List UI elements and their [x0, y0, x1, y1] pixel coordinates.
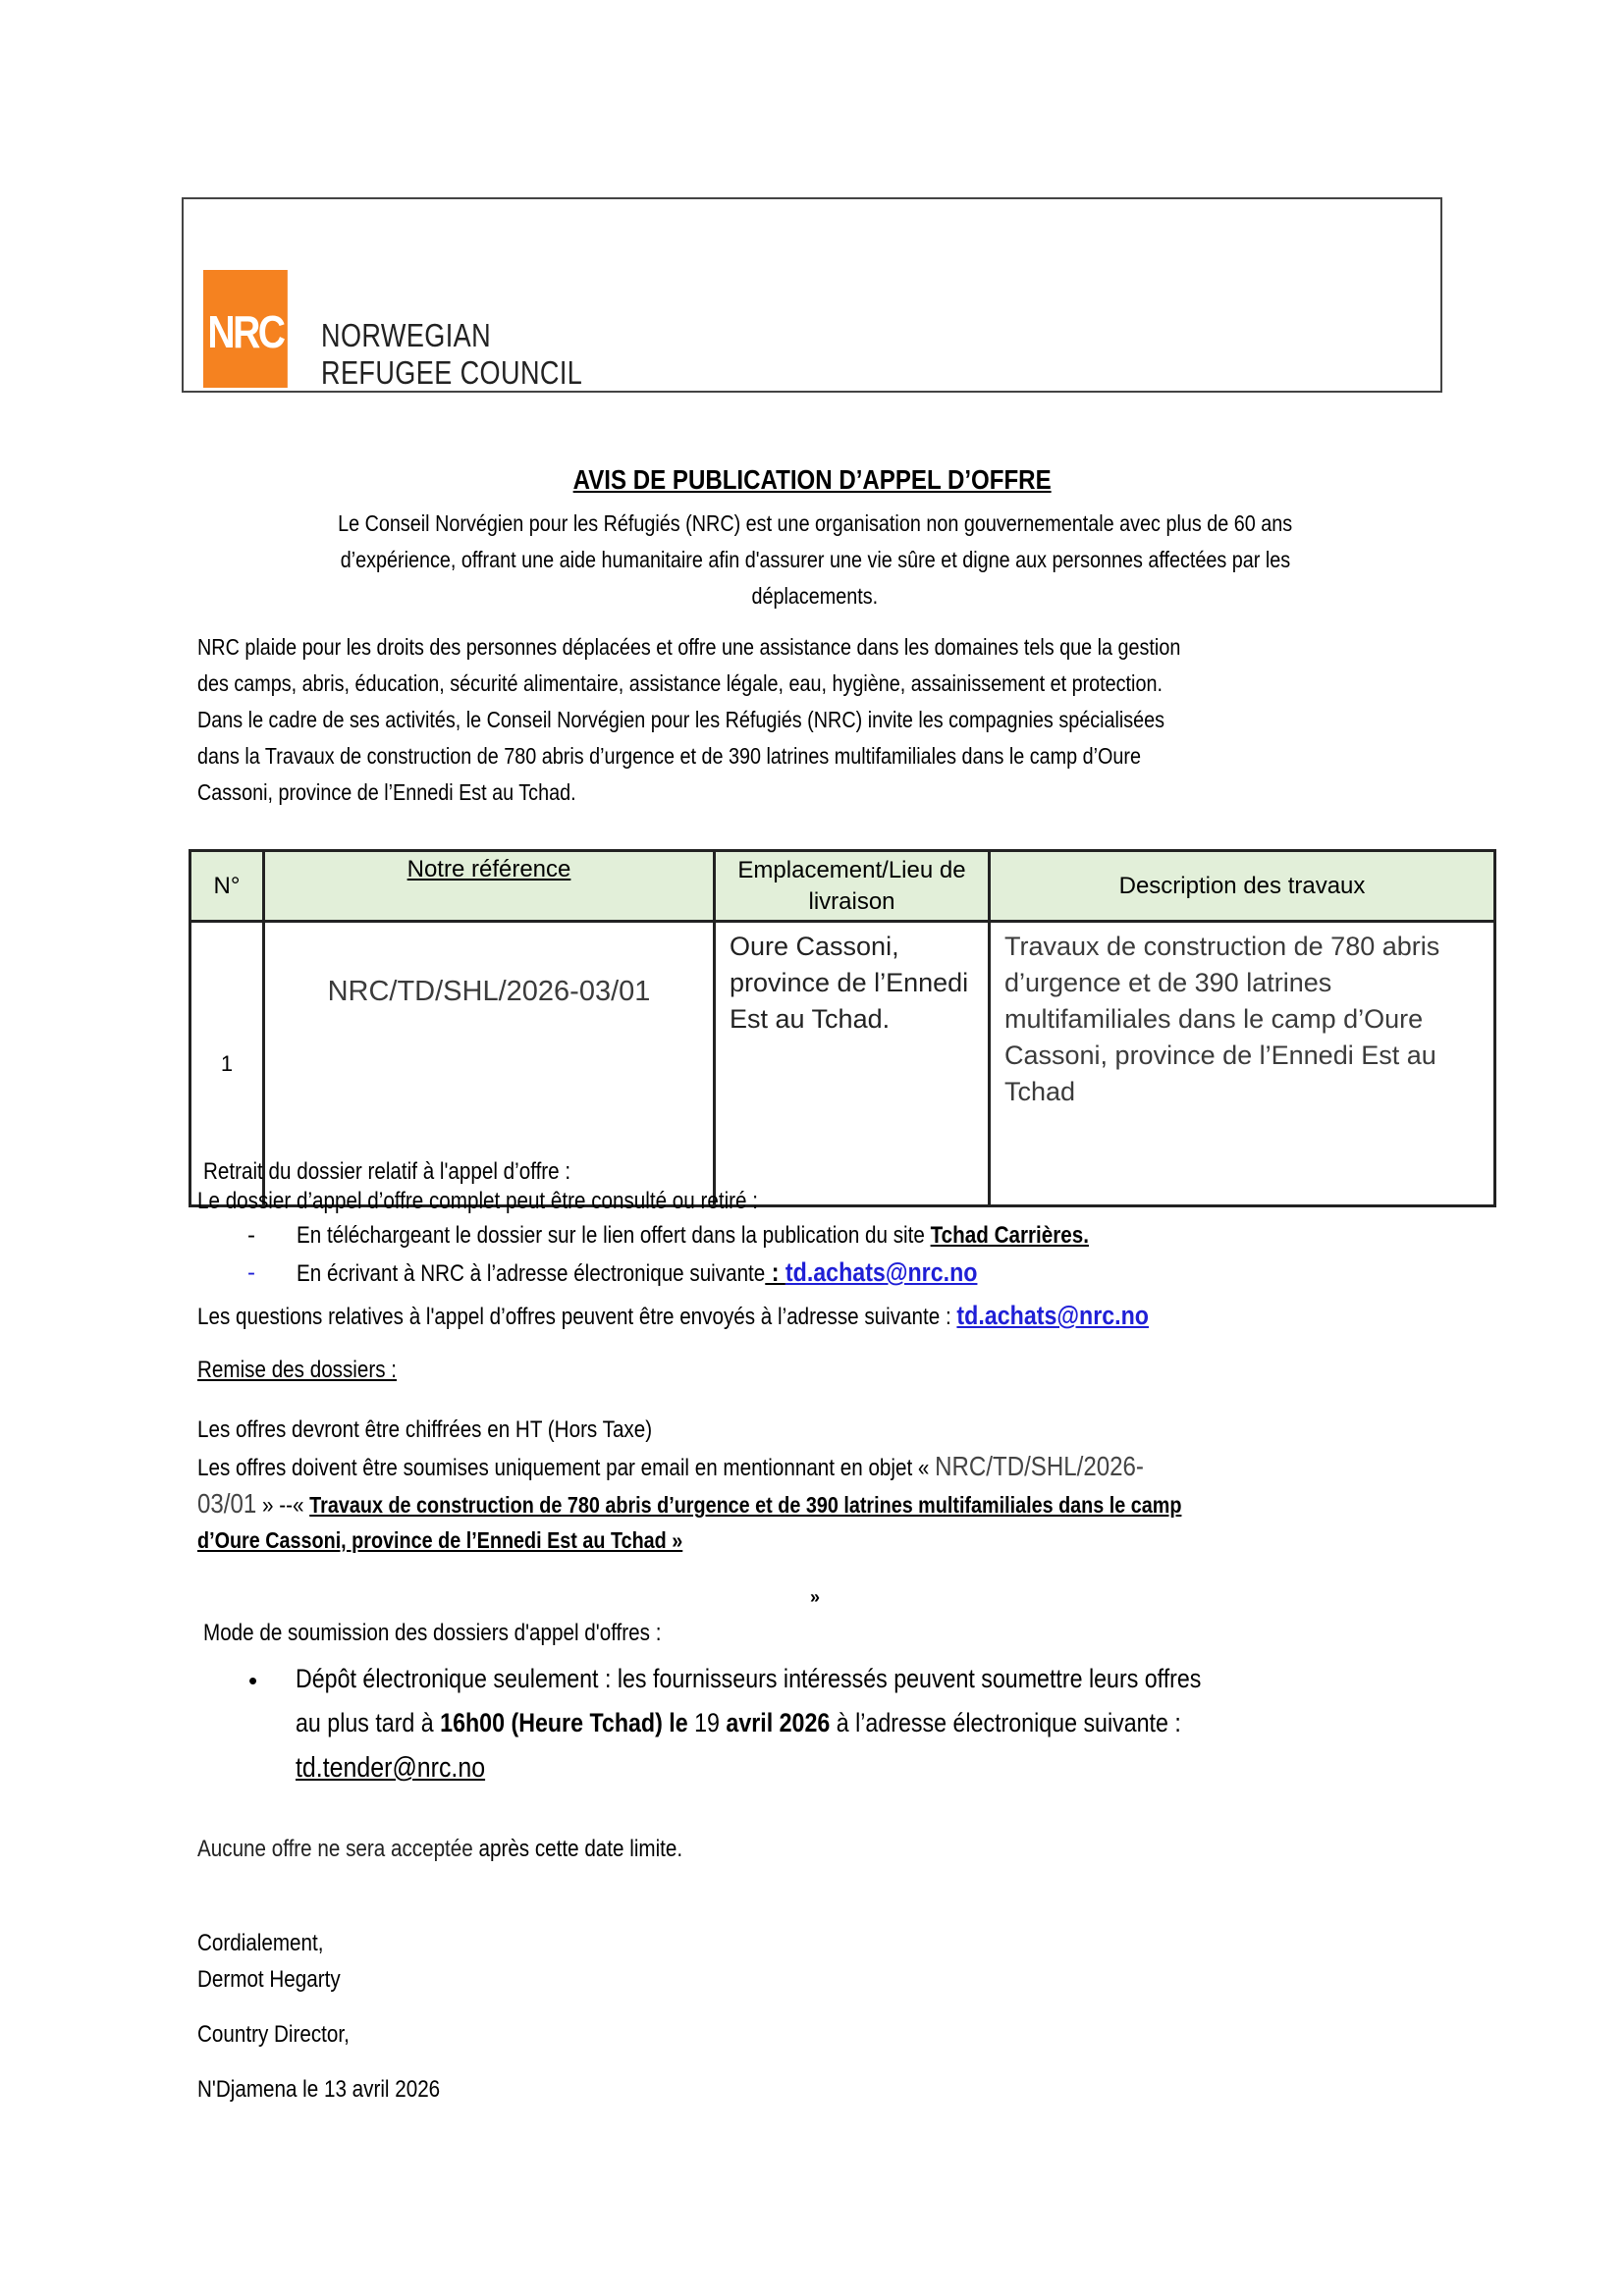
questions-line	[197, 1301, 1304, 1331]
remise-line-ht	[197, 1416, 726, 1444]
cell-description: Travaux de construction de 780 abris d’urgence et de 390 latrines multifamiliales dans le camp d’Oure Cassoni, province de l’Ennedi Est au Tchad	[990, 922, 1495, 1206]
deadline-notice-rest: après cette date limite.	[472, 1836, 683, 1862]
signatory-role-text: Country Director,	[197, 2021, 350, 2048]
signatory-name-text: Dermot Hegarty	[197, 1966, 341, 1993]
cell-location: Oure Cassoni, province de l’Ennedi Est au Tchad.	[715, 922, 990, 1206]
stray-quote: »	[810, 1587, 821, 1607]
paragraph-line-text: Cassoni, province de l’Ennedi Est au Tchad.	[197, 779, 576, 805]
intro-line-text: déplacements.	[751, 583, 879, 609]
nrc-logo-icon	[203, 270, 288, 388]
bullet-dot: •	[248, 1666, 258, 1695]
retrait-intro-text: Le dossier d’appel d’offre complet peut être consulté ou retiré :	[197, 1188, 758, 1214]
subject-text: Travaux de construction de 780 abris d’urgence et de 390 latrines multifamiliales dans le camp	[309, 1492, 1182, 1518]
column-header-location: Emplacement/Lieu de livraison	[715, 851, 990, 922]
paragraph-line: dans la Travaux de construction de 780 abris d’urgence et de 390 latrines multifamiliales dans le camp d’Oure	[197, 743, 1141, 769]
questions-email-link[interactable]: td.achats@nrc.no	[956, 1301, 1149, 1330]
intro-line	[187, 578, 1443, 614]
intro-line-text: Le Conseil Norvégien pour les Réfugiés (NRC) est une organisation non gouvernementale avec plus de 60 ans	[337, 510, 1292, 536]
signatory-role	[197, 2021, 374, 2049]
retrait-heading-text: Retrait du dossier relatif à l'appel d’offre :	[203, 1158, 571, 1185]
mode-line-2	[296, 1708, 1326, 1738]
remise-line-subject	[197, 1451, 1298, 1482]
deadline-notice-emph: Aucune offre ne sera acceptée	[197, 1836, 473, 1862]
letterhead-box	[182, 197, 1442, 393]
remise-line-subject-2	[197, 1488, 1342, 1520]
separator: » --«	[256, 1492, 310, 1519]
paragraph-line	[197, 774, 1295, 811]
closing-regards	[197, 1930, 344, 1957]
deadline-prefix: au plus tard à	[296, 1708, 441, 1737]
logo-mark: NRC	[207, 306, 284, 357]
achats-email-link[interactable]: td.achats@nrc.no	[785, 1257, 978, 1287]
mode-line-1	[296, 1664, 1349, 1694]
column-header-number: N°	[190, 851, 264, 922]
intro-line	[187, 542, 1443, 578]
page-title	[0, 464, 1624, 496]
tender-email-link[interactable]: td.tender@nrc.no	[296, 1752, 486, 1784]
tender-table	[189, 849, 1496, 1207]
column-header-description: Description des travaux	[990, 851, 1495, 922]
subject-text: d’Oure Cassoni, province de l’Ennedi Est au Tchad »	[197, 1527, 683, 1553]
deadline-time: 16h00 (Heure Tchad) le	[440, 1708, 688, 1737]
reference-inline: 03/01	[197, 1488, 257, 1519]
intro-line-text: d’expérience, offrant une aide humanitaire afin d'assurer une vie sûre et digne aux personnes affectées par les	[340, 547, 1290, 572]
retrait-heading	[203, 1158, 630, 1186]
retrait-intro	[197, 1188, 849, 1215]
paragraph-line: des camps, abris, éducation, sécurité alimentaire, assistance légale, eau, hygiène, assainissement et protection.	[197, 670, 1163, 696]
regards-text: Cordialement,	[197, 1930, 324, 1956]
remise-subject-prefix: Les offres doivent être soumises uniquement par email en mentionnant en objet «	[197, 1455, 936, 1481]
mode-heading	[203, 1620, 735, 1647]
reference-inline: NRC/TD/SHL/2026-	[935, 1451, 1144, 1481]
signatory-name	[197, 1966, 363, 1994]
column-header-reference: Notre référence	[264, 851, 715, 922]
page-title-text: AVIS DE PUBLICATION D’APPEL D’OFFRE	[572, 464, 1052, 495]
retrait-item-text: En téléchargeant le dossier sur le lien offert dans la publication du site	[297, 1222, 931, 1249]
remise-heading-text: Remise des dossiers :	[197, 1357, 398, 1383]
intro-paragraph	[187, 506, 1443, 614]
deadline-notice	[197, 1836, 762, 1863]
intro-line	[187, 506, 1443, 542]
deadline-suffix: à l’adresse électronique suivante :	[830, 1708, 1181, 1737]
retrait-item-email	[297, 1257, 1088, 1288]
separator: :	[765, 1257, 785, 1287]
cell-number: 1	[190, 922, 264, 1206]
dash-bullet: -	[247, 1222, 255, 1249]
retrait-item-download	[297, 1222, 1218, 1250]
remise-line-subject-3	[197, 1527, 762, 1555]
paragraph-line: Dans le cadre de ses activités, le Conseil Norvégien pour les Réfugiés (NRC) invite les compagnies spécialisées	[197, 707, 1165, 732]
remise-ht-text: Les offres devront être chiffrées en HT (Hors Taxe)	[197, 1416, 653, 1443]
paragraph-line: NRC plaide pour les droits des personnes déplacées et offre une assistance dans les domaines tels que la gestion	[197, 634, 1181, 660]
tender-email	[296, 1752, 516, 1785]
dash-bullet: -	[247, 1259, 255, 1286]
place-date	[197, 2076, 479, 2104]
logo-line-1: NORWEGIAN	[321, 317, 492, 353]
table-header-row	[190, 851, 1495, 922]
deadline-day: 19	[687, 1708, 727, 1737]
questions-text: Les questions relatives à l'appel d’offres peuvent être envoyés à l’adresse suivante :	[197, 1304, 957, 1330]
mode-heading-text: Mode de soumission des dossiers d'appel d'offres :	[203, 1620, 662, 1646]
logo-wordmark	[321, 317, 582, 392]
deadline-month-year: avril 2026	[726, 1708, 831, 1737]
logo-line-2: REFUGEE COUNCIL	[321, 354, 583, 391]
mission-paragraph	[197, 629, 1474, 811]
remise-heading	[197, 1357, 429, 1384]
retrait-item-text: En écrivant à NRC à l’adresse électronique suivante	[297, 1260, 766, 1287]
place-date-text: N'Djamena le 13 avril 2026	[197, 2076, 441, 2103]
tchad-carrieres-link[interactable]: Tchad Carrières.	[930, 1222, 1089, 1249]
mode-line-1-text: Dépôt électronique seulement : les fournisseurs intéressés peuvent soumettre leurs offres	[296, 1664, 1202, 1693]
cell-reference: NRC/TD/SHL/2026-03/01	[264, 922, 715, 1206]
